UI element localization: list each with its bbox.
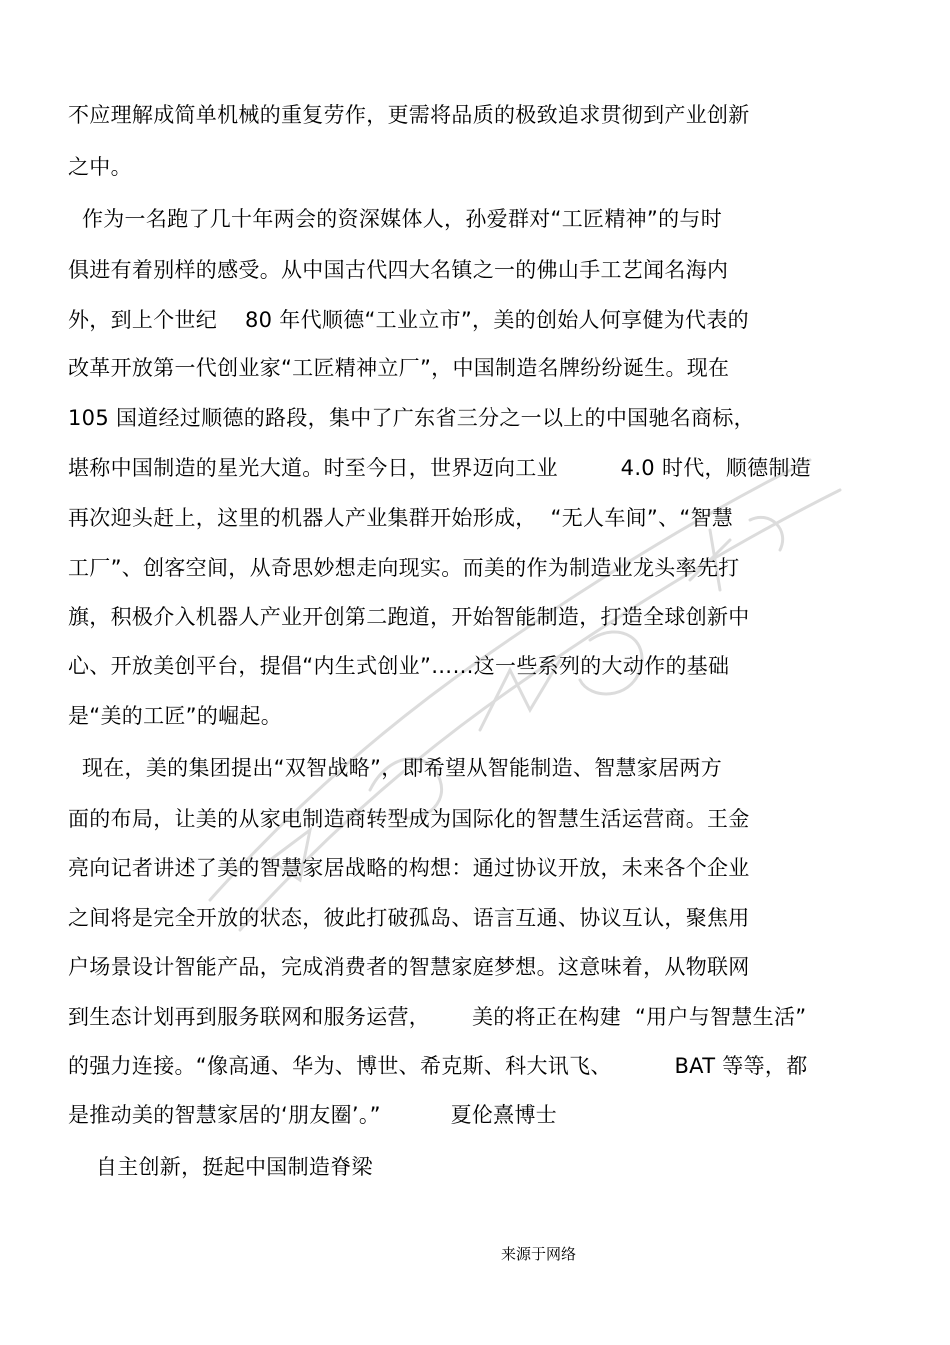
body-line: 作为一名跑了几十年两会的资深媒体人，孙爱群对“工匠精神”的与时 [68, 207, 723, 231]
body-line: 之中。 [68, 155, 132, 179]
body-line: 105 国道经过顺德的路段，集中了广东省三分之一以上的中国驰名商标， [68, 406, 755, 430]
page-footer: 来源于网络 [501, 1245, 577, 1263]
body-line: 亮向记者讲述了美的智慧家居战略的构想：通过协议开放，未来各个企业 [68, 856, 750, 880]
body-line: 是“美的工匠”的崛起。 [68, 704, 283, 728]
body-line: 外，到上个世纪 80 年代顺德“工业立市”，美的创始人何享健为代表的 [68, 308, 749, 332]
body-line: 旗，积极介入机器人产业开创第二跑道，开始智能制造，打造全球创新中 [68, 605, 750, 629]
body-line: 心、开放美创平台，提倡“内生式创业”……这一些系列的大动作的基础 [68, 654, 730, 678]
body-line: 工厂”、创客空间，从奇思妙想走向现实。而美的作为制造业龙头率先打 [68, 556, 740, 580]
section-heading: 自主创新，挺起中国制造脊梁 [68, 1155, 373, 1179]
body-line: 再次迎头赶上，这里的机器人产业集群开始形成， “无人车间”、“智慧 [68, 506, 734, 530]
body-line: 面的布局，让美的从家电制造商转型成为国际化的智慧生活运营商。王金 [68, 807, 750, 831]
body-line: 的强力连接。“像高通、华为、博世、希克斯、科大讯飞、 BAT 等等，都 [68, 1054, 808, 1078]
body-line: 堪称中国制造的星光大道。时至今日，世界迈向工业 4.0 时代，顺德制造 [68, 456, 812, 480]
body-line: 之间将是完全开放的状态，彼此打破孤岛、语言互通、协议互认，聚焦用 [68, 906, 750, 930]
body-line: 是推动美的智慧家居的‘朋友圈’。” 夏伦熹博士 [68, 1103, 558, 1127]
body-line: 不应理解成简单机械的重复劳作，更需将品质的极致追求贯彻到产业创新 [68, 103, 750, 127]
body-line: 到生态计划再到服务联网和服务运营， 美的将正在构建 “用户与智慧生活” [68, 1005, 807, 1029]
body-line: 现在，美的集团提出“双智战略”，即希望从智能制造、智慧家居两方 [68, 756, 723, 780]
body-line: 改革开放第一代创业家“工匠精神立厂”，中国制造名牌纷纷诞生。现在 [68, 356, 730, 380]
body-line: 俱进有着别样的感受。从中国古代四大名镇之一的佛山手工艺闻名海内 [68, 258, 729, 282]
body-line: 户场景设计智能产品，完成消费者的智慧家庭梦想。这意味着，从物联网 [68, 955, 750, 979]
